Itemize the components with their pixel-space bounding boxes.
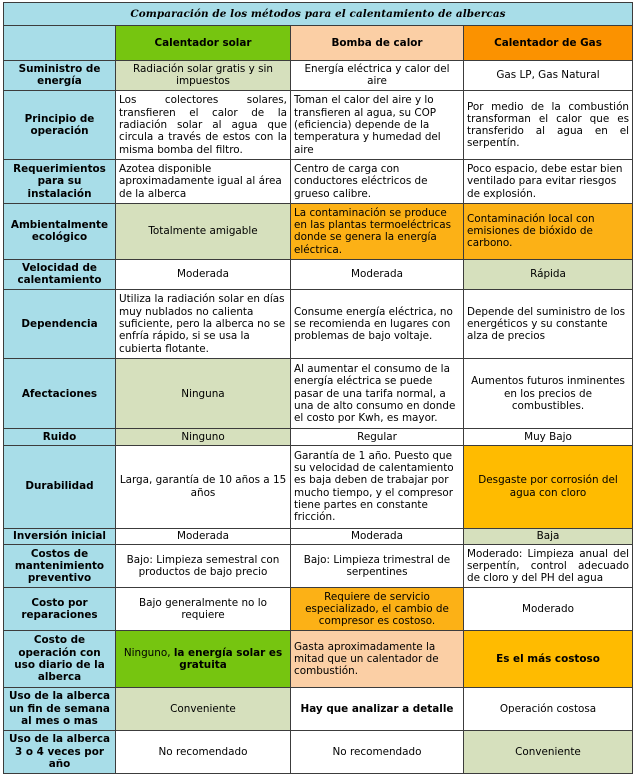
table-row	[4, 545, 633, 588]
cell-operacion-solar-bold: la energía solar es gratuita	[173, 646, 283, 671]
table-row	[4, 203, 633, 259]
cell-ambiental-gas: Contaminación local con emisiones de bióxido de carbono.	[464, 203, 633, 259]
row-label-costo-operacion-uso-diario: Costo de operación con uso diario de la alberca	[4, 631, 116, 687]
cell-durabilidad-solar: Larga, garantía de 10 años a 15 años	[116, 445, 291, 528]
cell-ruido-gas: Muy Bajo	[464, 429, 633, 446]
table-title-row	[4, 3, 633, 26]
header-corner-blank	[4, 26, 116, 61]
cell-durabilidad-gas: Desgaste por corrosión del agua con cloro	[464, 445, 633, 528]
table-row	[4, 445, 633, 528]
table-row	[4, 730, 633, 773]
row-label-velocidad-calentamiento: Velocidad de calentamiento	[4, 259, 116, 289]
table-row	[4, 528, 633, 545]
table-row	[4, 359, 633, 429]
cell-uso-anual-solar: No recomendado	[116, 730, 291, 773]
cell-uso-semanal-bomba: Hay que analizar a detalle	[291, 687, 464, 730]
cell-requerimientos-bomba: Centro de carga con conductores eléctricos de grueso calibre.	[291, 160, 464, 203]
cell-afectaciones-solar: Ninguna	[116, 359, 291, 429]
cell-suministro-bomba: Energía eléctrica y calor del aire	[291, 61, 464, 91]
table-row	[4, 631, 633, 687]
row-label-principio-de-operacion: Principio de operación	[4, 90, 116, 160]
header-calentador-de-gas: Calentador de Gas	[464, 26, 633, 61]
row-label-costo-por-reparaciones: Costo por reparaciones	[4, 588, 116, 631]
cell-velocidad-gas: Rápida	[464, 259, 633, 289]
cell-operacion-solar	[116, 631, 291, 687]
cell-reparaciones-gas: Moderado	[464, 588, 633, 631]
table-row	[4, 588, 633, 631]
row-label-inversion-inicial: Inversión inicial	[4, 528, 116, 545]
cell-uso-semanal-solar: Conveniente	[116, 687, 291, 730]
row-label-durabilidad: Durabilidad	[4, 445, 116, 528]
cell-velocidad-bomba: Moderada	[291, 259, 464, 289]
table-row	[4, 429, 633, 446]
cell-inversion-solar: Moderada	[116, 528, 291, 545]
table-title: Comparación de los métodos para el calentamiento de albercas	[4, 3, 633, 26]
cell-mantenimiento-bomba: Bajo: Limpieza trimestral de serpentines	[291, 545, 464, 588]
table-row	[4, 90, 633, 160]
cell-operacion-gas: Es el más costoso	[464, 631, 633, 687]
row-label-afectaciones: Afectaciones	[4, 359, 116, 429]
table-row	[4, 259, 633, 289]
cell-uso-semanal-gas: Operación costosa	[464, 687, 633, 730]
cell-mantenimiento-gas: Moderado: Limpieza anual del serpentín, control adecuado de cloro y del PH del agua	[464, 545, 633, 588]
cell-velocidad-solar: Moderada	[116, 259, 291, 289]
cell-requerimientos-gas: Poco espacio, debe estar bien ventilado para evitar riesgos de explosión.	[464, 160, 633, 203]
cell-suministro-solar: Radiación solar gratis y sin impuestos	[116, 61, 291, 91]
cell-afectaciones-bomba: Al aumentar el consumo de la energía eléctrica se puede pasar de una tarifa normal, a una de alto consumo en donde el costo por Kwh, es mayor.	[291, 359, 464, 429]
cell-ruido-solar: Ninguno	[116, 429, 291, 446]
cell-durabilidad-bomba: Garantía de 1 año. Puesto que su velocidad de calentamiento es baja deben de trabajar por mucho tiempo, y el compresor tiene partes en constante fricción.	[291, 445, 464, 528]
cell-reparaciones-bomba: Requiere de servicio especializado, el cambio de compresor es costoso.	[291, 588, 464, 631]
row-label-suministro-de-energia: Suministro de energía	[4, 61, 116, 91]
header-bomba-de-calor: Bomba de calor	[291, 26, 464, 61]
cell-inversion-bomba: Moderada	[291, 528, 464, 545]
cell-ambiental-solar: Totalmente amigable	[116, 203, 291, 259]
table-row	[4, 160, 633, 203]
header-calentador-solar: Calentador solar	[116, 26, 291, 61]
table-row	[4, 687, 633, 730]
cell-operacion-solar-plain: Ninguno,	[123, 646, 171, 659]
row-label-costos-mantenimiento-preventivo: Costos de mantenimiento preventivo	[4, 545, 116, 588]
table-row	[4, 61, 633, 91]
cell-reparaciones-solar: Bajo generalmente no lo requiere	[116, 588, 291, 631]
cell-principio-gas: Por medio de la combustión transforman el calor que es transferido al agua en el serpentín.	[464, 90, 633, 160]
row-label-uso-3-o-4-veces-por-ano: Uso de la alberca 3 o 4 veces por año	[4, 730, 116, 773]
row-label-ambientalmente-ecologico: Ambientalmente ecológico	[4, 203, 116, 259]
cell-operacion-bomba: Gasta aproximadamente la mitad que un calentador de combustión.	[291, 631, 464, 687]
cell-ambiental-bomba: La contaminación se produce en las plantas termoeléctricas donde se genera la energía eléctrica.	[291, 203, 464, 259]
cell-uso-anual-bomba: No recomendado	[291, 730, 464, 773]
cell-afectaciones-gas: Aumentos futuros inminentes en los precios de combustibles.	[464, 359, 633, 429]
cell-dependencia-bomba: Consume energía eléctrica, no se recomienda en lugares con problemas de bajo voltaje.	[291, 289, 464, 359]
cell-uso-anual-gas: Conveniente	[464, 730, 633, 773]
table-header-row	[4, 26, 633, 61]
cell-dependencia-gas: Depende del suministro de los energéticos y su constante alza de precios	[464, 289, 633, 359]
cell-principio-bomba: Toman el calor del aire y lo transfieren al agua, su COP (eficiencia) depende de la temperatura y humedad del aire	[291, 90, 464, 160]
comparison-table	[3, 2, 633, 774]
row-label-ruido: Ruido	[4, 429, 116, 446]
table-row	[4, 289, 633, 359]
row-label-requerimientos-instalacion: Requerimientos para su instalación	[4, 160, 116, 203]
cell-ruido-bomba: Regular	[291, 429, 464, 446]
row-label-uso-fin-de-semana: Uso de la alberca un fin de semana al mes o mas	[4, 687, 116, 730]
cell-inversion-gas: Baja	[464, 528, 633, 545]
cell-dependencia-solar: Utiliza la radiación solar en días muy nublados no calienta suficiente, pero la alberca no se enfría rápido, si se usa la cubierta flotante.	[116, 289, 291, 359]
cell-requerimientos-solar: Azotea disponible aproximadamente igual al área de la alberca	[116, 160, 291, 203]
cell-mantenimiento-solar: Bajo: Limpieza semestral con productos de bajo precio	[116, 545, 291, 588]
row-label-dependencia: Dependencia	[4, 289, 116, 359]
cell-principio-solar: Los colectores solares, transfieren el calor de la radiación solar al agua que circula a través de estos con la misma bomba del filtro.	[116, 90, 291, 160]
cell-suministro-gas: Gas LP, Gas Natural	[464, 61, 633, 91]
